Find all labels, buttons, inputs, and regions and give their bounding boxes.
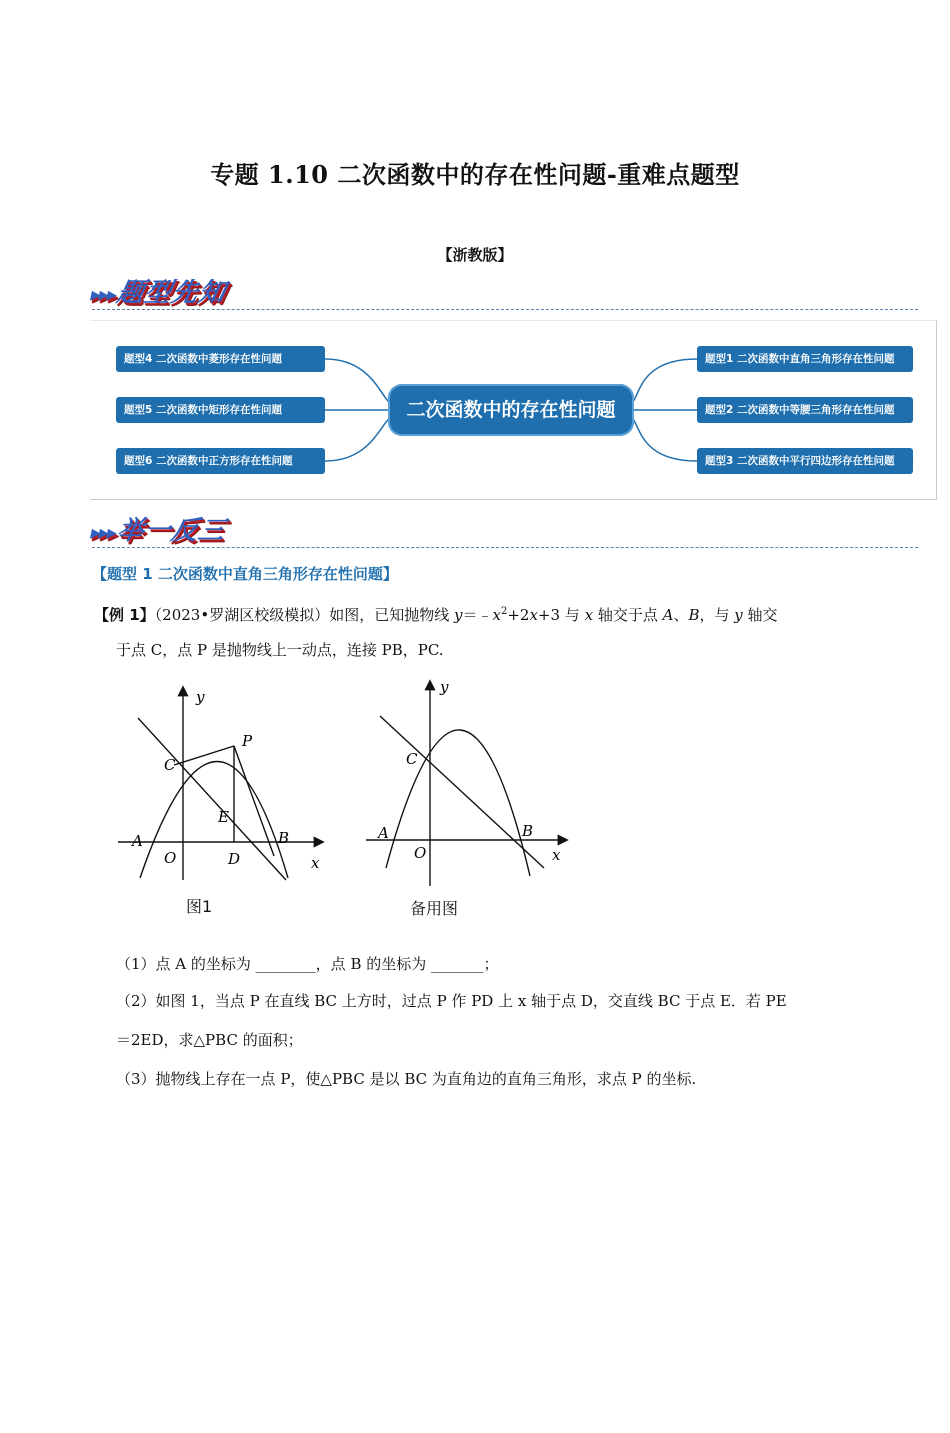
banner-text: 题型先知 bbox=[114, 278, 229, 308]
mindmap-node-type1: 题型1 二次函数中直角三角形存在性问题 bbox=[697, 346, 913, 372]
equation-var: x bbox=[492, 606, 501, 624]
connector-right-1 bbox=[632, 359, 697, 403]
example-line-1: 【例 1】（2023•罗湖区校级模拟）如图，已知抛物线 $y=﹣x^2+2x+3$ 与 x 轴交于点 A、B，与 y 轴交 bbox=[94, 606, 778, 624]
label-A: A bbox=[132, 832, 143, 850]
example-label: 【例 1】 bbox=[94, 606, 155, 624]
mindmap-node-type5: 题型5 二次函数中矩形存在性问题 bbox=[116, 397, 325, 423]
equation-var: x bbox=[529, 606, 538, 624]
example-text: ，与 bbox=[699, 606, 735, 624]
figure-2-graph bbox=[358, 676, 578, 890]
equation-var: y bbox=[453, 606, 463, 624]
label-x: x bbox=[311, 854, 320, 872]
label-P: P bbox=[242, 732, 253, 750]
question-2-line-1: （2）如图 1，当点 P 在直线 BC 上方时，过点 P 作 PD 上 x 轴于点 D，交直线 BC 于点 E．若 PE bbox=[116, 992, 787, 1010]
mindmap-node-type3: 题型3 二次函数中平行四边形存在性问题 bbox=[697, 448, 913, 474]
label-x: x bbox=[552, 846, 561, 864]
equation-exponent: 2 bbox=[500, 606, 508, 617]
point-A-B: A bbox=[662, 606, 674, 624]
banner-examples bbox=[88, 510, 230, 547]
figure-1-caption: 图1 bbox=[186, 897, 213, 916]
axis-y-var: y bbox=[734, 606, 743, 624]
equation-part: ＝﹣ bbox=[462, 606, 493, 624]
example-text: 轴交 bbox=[742, 606, 778, 624]
example-line-2: 于点 C，点 P 是抛物线上一动点，连接 PB，PC. bbox=[116, 641, 444, 659]
connector-left-1 bbox=[325, 359, 390, 403]
label-O: O bbox=[164, 849, 177, 867]
mindmap-center: 二次函数中的存在性问题 bbox=[388, 384, 634, 436]
triple-arrow-icon: ▸▸▸ bbox=[88, 520, 118, 544]
label-D: D bbox=[228, 850, 241, 868]
equation-part: +2 bbox=[507, 606, 530, 624]
question-3: （3）抛物线上存在一点 P，使△PBC 是以 BC 为直角边的直角三角形，求点 P 的坐标. bbox=[116, 1070, 697, 1088]
banner-text: 举一反三 bbox=[114, 516, 229, 546]
connector-right-3 bbox=[632, 418, 697, 461]
label-B: B bbox=[278, 829, 290, 847]
edition-label: 【浙教版】 bbox=[437, 246, 513, 264]
figure-2-caption: 备用图 bbox=[410, 899, 459, 918]
line-BC bbox=[138, 718, 286, 880]
triple-arrow-icon: ▸▸▸ bbox=[88, 282, 118, 306]
label-B: B bbox=[522, 822, 534, 840]
label-E: E bbox=[218, 808, 229, 826]
equation-part: +3 与 bbox=[537, 606, 585, 624]
label-C: C bbox=[164, 756, 176, 774]
label-y: y bbox=[196, 688, 205, 706]
point-B: B bbox=[688, 606, 700, 624]
example-source: （2023•罗湖区校级模拟） bbox=[154, 606, 330, 624]
label-y: y bbox=[440, 678, 449, 696]
line-BC bbox=[380, 716, 544, 868]
section-heading: 【题型 1 二次函数中直角三角形存在性问题】 bbox=[92, 565, 398, 583]
divider bbox=[92, 547, 918, 548]
figure-1-graph bbox=[108, 680, 338, 890]
axis-x-var: x bbox=[584, 606, 594, 624]
example-text: 如图，已知抛物线 bbox=[329, 606, 454, 624]
question-2-line-2: ＝2ED，求△PBC 的面积； bbox=[116, 1031, 303, 1049]
mindmap-node-type2: 题型2 二次函数中等腰三角形存在性问题 bbox=[697, 397, 913, 423]
label-C: C bbox=[406, 750, 418, 768]
question-1: （1）点 A 的坐标为 ________，点 B 的坐标为 _______； bbox=[116, 955, 499, 973]
mindmap-node-type6: 题型6 二次函数中正方形存在性问题 bbox=[116, 448, 325, 474]
label-O: O bbox=[414, 844, 427, 862]
parabola bbox=[140, 762, 288, 879]
mindmap-node-type4: 题型4 二次函数中菱形存在性问题 bbox=[116, 346, 325, 372]
label-A: A bbox=[378, 824, 389, 842]
connector-left-3 bbox=[325, 418, 390, 461]
mindmap-connectors bbox=[0, 0, 950, 520]
segment-PB bbox=[234, 746, 274, 856]
page-title: 专题 1.10 二次函数中的存在性问题-重难点题型 bbox=[210, 160, 740, 189]
example-text: 轴交于点 bbox=[593, 606, 663, 624]
